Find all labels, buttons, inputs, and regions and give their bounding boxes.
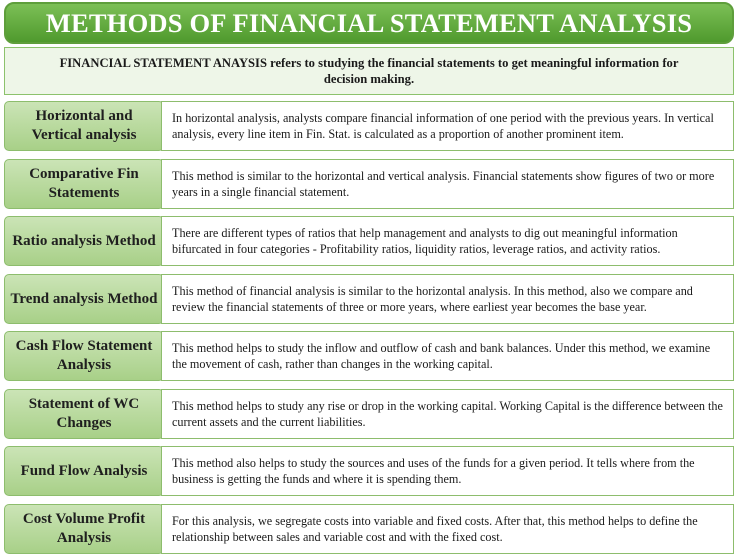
method-label: Ratio analysis Method: [4, 216, 164, 266]
method-row-cost-volume-profit: [4, 504, 734, 554]
intro-text: FINANCIAL STATEMENT ANAYSIS refers to studying the financial statements to get meaningful information for decision making.: [59, 56, 679, 86]
method-label: Statement of WC Changes: [4, 389, 164, 439]
method-description: This method of financial analysis is similar to the horizontal analysis. In this method, also we compare and review the financial statements of three or more years, where earliest year becomes the base year.: [161, 274, 734, 324]
method-description: This method also helps to study the sources and uses of the funds for a given period. It tells where from the business is getting the funds and where it is spending them.: [161, 446, 734, 496]
method-description: In horizontal analysis, analysts compare financial information of one period with the previous years. In vertical analysis, every line item in Fin. Stat. is calculated as a proportion of another prominent item.: [161, 101, 734, 151]
method-label: Cash Flow Statement Analysis: [4, 331, 164, 381]
method-row-cash-flow: [4, 331, 734, 381]
method-label: Cost Volume Profit Analysis: [4, 504, 164, 554]
method-description: This method helps to study the inflow and outflow of cash and bank balances. Under this method, we examine the movement of cash, rather than changes in the working capital.: [161, 331, 734, 381]
method-label: Comparative Fin Statements: [4, 159, 164, 209]
method-row-fund-flow: [4, 446, 734, 496]
title-banner: [4, 2, 734, 44]
method-row-comparative: [4, 159, 734, 209]
method-description: This method helps to study any rise or drop in the working capital. Working Capital is the difference between the current assets and the current liabilities.: [161, 389, 734, 439]
method-description: This method is similar to the horizontal and vertical analysis. Financial statements show figures of two or more years in a single financial statement.: [161, 159, 734, 209]
method-row-horizontal-vertical: [4, 101, 734, 151]
method-label: Fund Flow Analysis: [4, 446, 164, 496]
method-row-trend: [4, 274, 734, 324]
page-title: METHODS OF FINANCIAL STATEMENT ANALYSIS: [45, 7, 693, 38]
method-description: There are different types of ratios that help management and analysts to dig out meaningful information bifurcated in four categories - Profitability ratios, liquidity ratios, leverage ratios, and activity ratios.: [161, 216, 734, 266]
method-label: Horizontal and Vertical analysis: [4, 101, 164, 151]
method-row-ratio: [4, 216, 734, 266]
method-description: For this analysis, we segregate costs into variable and fixed costs. After that, this method helps to define the relationship between sales and variable cost and with the fixed cost.: [161, 504, 734, 554]
method-label: Trend analysis Method: [4, 274, 164, 324]
intro-box: [4, 47, 734, 95]
method-row-wc-changes: [4, 389, 734, 439]
